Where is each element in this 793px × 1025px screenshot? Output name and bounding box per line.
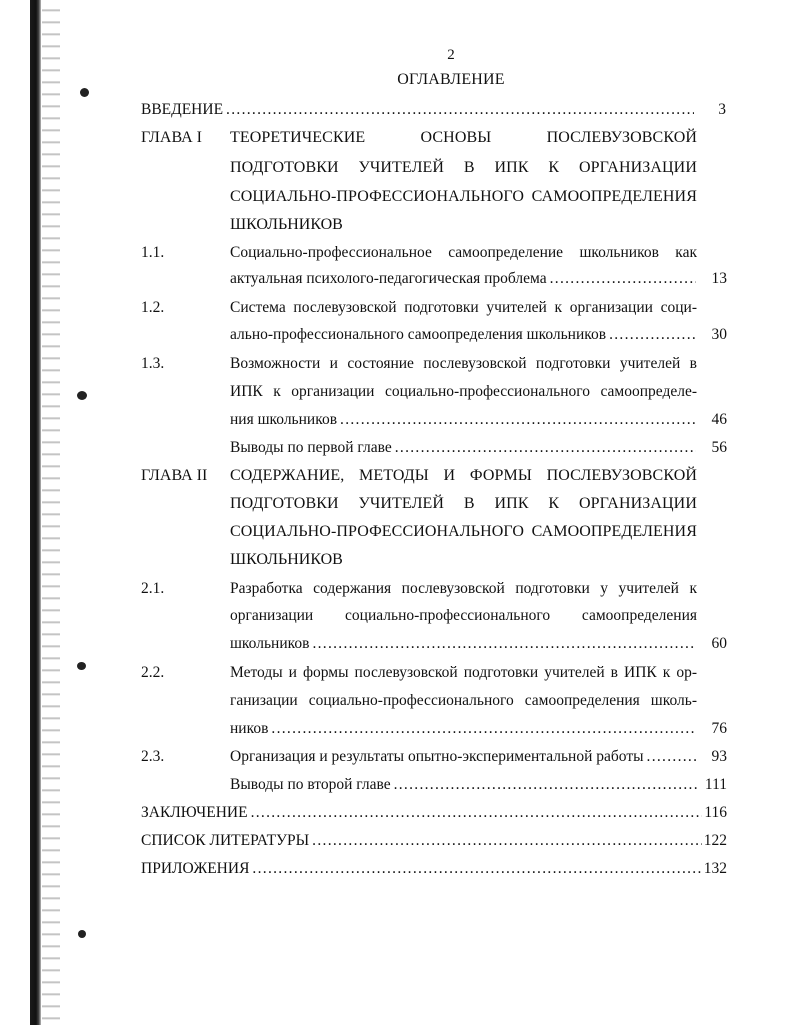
section-title-line: организации социально-профессионального самоопределения — [230, 607, 697, 624]
scan-speck — [80, 88, 89, 97]
section-title-line: Возможности и состояние послевузовской подготовки учителей в — [230, 355, 697, 372]
scan-binding-noise — [42, 0, 60, 1025]
chapter-conclusion — [230, 772, 699, 798]
chapter-title-line: СОЦИАЛЬНО-ПРОФЕССИОНАЛЬНОГО САМООПРЕДЕЛЕНИЯ — [230, 188, 697, 205]
toc-entry-page: 132 — [703, 860, 727, 877]
toc-entry-label: ПРИЛОЖЕНИЯ — [141, 860, 250, 877]
section-title-text: ально-профессионального самоопределения школьников — [230, 326, 607, 343]
chapter-conclusion-page: 56 — [711, 439, 727, 456]
chapter-title-line: ПОДГОТОВКИ УЧИТЕЛЕЙ В ИПК К ОРГАНИЗАЦИИ — [230, 159, 697, 176]
toc-entry-conclusion — [141, 800, 702, 826]
chapter-label: ГЛАВА II — [141, 467, 208, 484]
page-title: ОГЛАВЛЕНИЕ — [397, 71, 505, 88]
chapter-conclusion-label: Выводы по второй главе — [230, 776, 391, 793]
section-page: 60 — [711, 635, 727, 652]
section-title-text: Организация и результаты опытно-экспериментальной работы — [230, 748, 644, 765]
scan-speck — [77, 391, 87, 400]
section-title-line — [230, 631, 696, 657]
section-title-text: актуальная психолого-педагогическая проблема — [230, 270, 547, 287]
scan-binding-edge — [30, 0, 41, 1025]
section-title-line — [230, 266, 696, 292]
section-title-text: ния школьников — [230, 411, 338, 428]
section-number: 2.3. — [141, 748, 165, 765]
scan-speck — [77, 662, 86, 670]
toc-entry-page: 116 — [704, 804, 727, 821]
toc-entry-label: СПИСОК ЛИТЕРАТУРЫ — [141, 832, 310, 849]
section-title-text: школьников — [230, 635, 310, 652]
section-number: 1.3. — [141, 355, 165, 372]
scan-speck — [78, 930, 86, 938]
section-number: 2.1. — [141, 580, 165, 597]
chapter-label: ГЛАВА I — [141, 129, 202, 146]
chapter-conclusion-label: Выводы по первой главе — [230, 439, 392, 456]
toc-entry-intro — [141, 97, 694, 123]
chapter-title-line: СОДЕРЖАНИЕ, МЕТОДЫ И ФОРМЫ ПОСЛЕВУЗОВСКОЙ — [230, 467, 697, 484]
chapter-title-line: ПОДГОТОВКИ УЧИТЕЛЕЙ В ИПК К ОРГАНИЗАЦИИ — [230, 495, 697, 512]
section-page: 30 — [711, 326, 727, 343]
section-title-line: Разработка содержания послевузовской подготовки у учителей к — [230, 580, 697, 597]
section-page: 76 — [711, 720, 727, 737]
section-page: 93 — [711, 748, 727, 765]
section-title-line: ИПК к организации социально-профессионального самоопределе- — [230, 383, 697, 400]
toc-entry-references — [141, 828, 702, 854]
chapter-title-line: ШКОЛЬНИКОВ — [230, 216, 343, 233]
section-title-line — [230, 407, 696, 433]
section-number: 2.2. — [141, 664, 165, 681]
chapter-title-line: СОЦИАЛЬНО-ПРОФЕССИОНАЛЬНОГО САМООПРЕДЕЛЕНИЯ — [230, 523, 697, 540]
section-page: 13 — [711, 270, 727, 287]
section-title-line — [230, 716, 696, 742]
section-title-line: Социально-профессиональное самоопределение школьников как — [230, 244, 697, 261]
chapter-conclusion — [230, 435, 696, 461]
chapter-title-line: ШКОЛЬНИКОВ — [230, 551, 343, 568]
toc-entry-label: ЗАКЛЮЧЕНИЕ — [141, 804, 248, 821]
section-title-text: ников — [230, 720, 269, 737]
section-number: 1.1. — [141, 244, 165, 261]
toc-entry-page: 122 — [703, 832, 727, 849]
section-title-line: Методы и формы послевузовской подготовки учителей в ИПК к ор- — [230, 664, 697, 681]
section-title-line — [230, 322, 696, 348]
chapter-title-line: ТЕОРЕТИЧЕСКИЕ ОСНОВЫ ПОСЛЕВУЗОВСКОЙ — [230, 129, 697, 146]
section-title-line — [230, 744, 696, 770]
toc-entry-label: ВВЕДЕНИЕ — [141, 101, 224, 118]
section-title-line: ганизации социально-профессионального самоопределения школь- — [230, 692, 697, 709]
section-page: 46 — [711, 411, 727, 428]
page-number: 2 — [447, 47, 455, 63]
chapter-conclusion-page: 111 — [704, 776, 727, 793]
toc-entry-page: 3 — [718, 101, 726, 118]
toc-entry-appendices — [141, 856, 702, 882]
section-number: 1.2. — [141, 299, 165, 316]
section-title-line: Система послевузовской подготовки учителей к организации соци- — [230, 299, 697, 316]
